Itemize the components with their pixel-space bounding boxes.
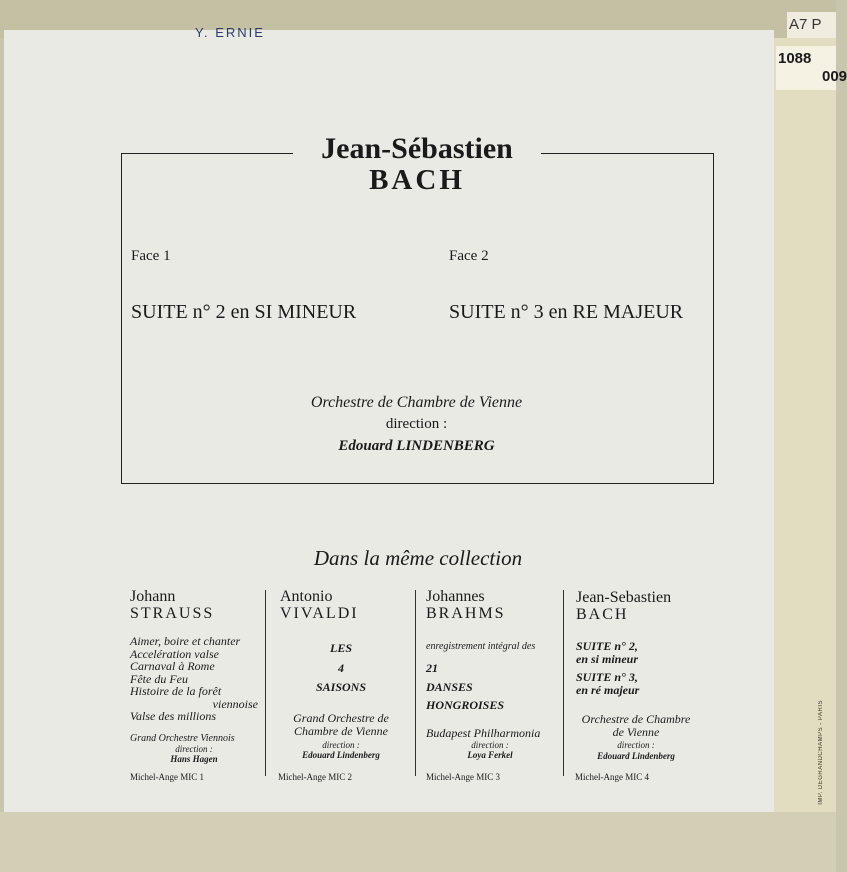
catalog-sticker (776, 46, 847, 90)
column-divider (415, 590, 416, 776)
orchestra-line: Grand Orchestre de (293, 711, 389, 725)
work-title: 4 (338, 661, 344, 675)
work-title: SUITE n° 3, (576, 670, 638, 684)
work-title: Accelération valse (130, 646, 219, 661)
conductor: Edouard LINDENBERG (338, 438, 495, 454)
composer-first: Johann (130, 588, 176, 605)
catalog-number: Michel-Ange MIC 1 (130, 772, 204, 782)
conductor: Hans Hagen (170, 754, 218, 764)
catalog-number: Michel-Ange MIC 4 (575, 772, 649, 782)
bach-works-1 (576, 640, 638, 666)
work-title: 21 (426, 661, 438, 675)
composer-last: STRAUSS (130, 605, 215, 622)
composer-first: Johannes (426, 588, 485, 605)
composer-last-name: BACH (369, 164, 465, 196)
composer-first: Antonio (280, 588, 333, 605)
work-title: LES (329, 641, 352, 655)
conductor: Loya Ferkel (467, 750, 513, 760)
direction-label: direction : (175, 744, 213, 754)
orchestra-line: Chambre de Vienne (294, 724, 388, 738)
orchestra: Grand Orchestre Viennois (130, 733, 235, 744)
sticker-line-2: 009 (822, 68, 847, 85)
orchestra: Orchestre de Chambre de Vienne (310, 394, 523, 411)
work-title: en ré majeur (576, 683, 640, 697)
work-title: Fête du Feu (130, 671, 188, 686)
work-title: viennoise (212, 696, 258, 711)
work-title: Valse des millions (130, 709, 216, 723)
corner-mark: A7 P (787, 12, 836, 38)
bach-works-2 (576, 671, 639, 697)
work-title: Aimer, boire et chanter (130, 634, 241, 648)
collection-item-bach (576, 590, 726, 624)
direction-label: direction : (322, 740, 360, 750)
direction-label: direction : (617, 740, 655, 750)
work-title: Histoire de la forêt (130, 684, 222, 698)
composer-first-name: Jean-Sébastien (321, 132, 513, 165)
orchestra: Budapest Philharmonia (426, 726, 541, 740)
work-title: Carnaval à Rome (130, 659, 215, 673)
orchestra-line: Orchestre de Chambre (581, 712, 691, 726)
collection-item-brahms (426, 589, 558, 623)
column-divider (265, 590, 266, 776)
sticker-line-1: 1088 (778, 50, 812, 67)
work-title: en si mineur (576, 652, 639, 666)
composer-last: VIVALDI (280, 605, 359, 622)
work-title: DANSES (426, 680, 473, 694)
orchestra (570, 713, 702, 739)
column-divider (563, 590, 564, 776)
printer-credit: IMP. DEGRANDCHAMPS - PARIS (818, 700, 824, 805)
composer-first: Jean-Sebastien (576, 589, 672, 606)
orchestra (275, 712, 407, 738)
conductor: Edouard Lindenberg (597, 751, 675, 761)
work-title: SUITE n° 2, (576, 639, 638, 653)
right-edge (772, 38, 836, 872)
face-2-title: SUITE n° 3 en RE MAJEUR (449, 301, 684, 323)
collection-item-vivaldi (280, 589, 412, 623)
conductor: Edouard Lindenberg (302, 750, 380, 760)
composer-last: BRAHMS (426, 605, 506, 622)
catalog-number: Michel-Ange MIC 2 (278, 772, 352, 782)
work-title: SAISONS (315, 680, 367, 694)
collection-item-strauss (130, 589, 262, 623)
handwritten-label: Y. ERNIE (195, 25, 265, 40)
catalog-number: Michel-Ange MIC 3 (426, 772, 500, 782)
face-2-label: Face 2 (449, 248, 489, 264)
bottom-edge (0, 812, 836, 872)
collection-title: Dans la même collection (313, 546, 523, 570)
brahms-intro: enregistrement intégral des (426, 641, 536, 652)
direction-label: direction : (385, 416, 448, 432)
orchestra-line: de Vienne (612, 725, 660, 739)
work-title: HONGROISES (426, 698, 505, 712)
direction-label: direction : (471, 740, 509, 750)
face-1-label: Face 1 (131, 248, 171, 264)
composer-last: BACH (576, 606, 629, 623)
face-1-title: SUITE n° 2 en SI MINEUR (131, 301, 357, 323)
strauss-works (130, 635, 258, 723)
